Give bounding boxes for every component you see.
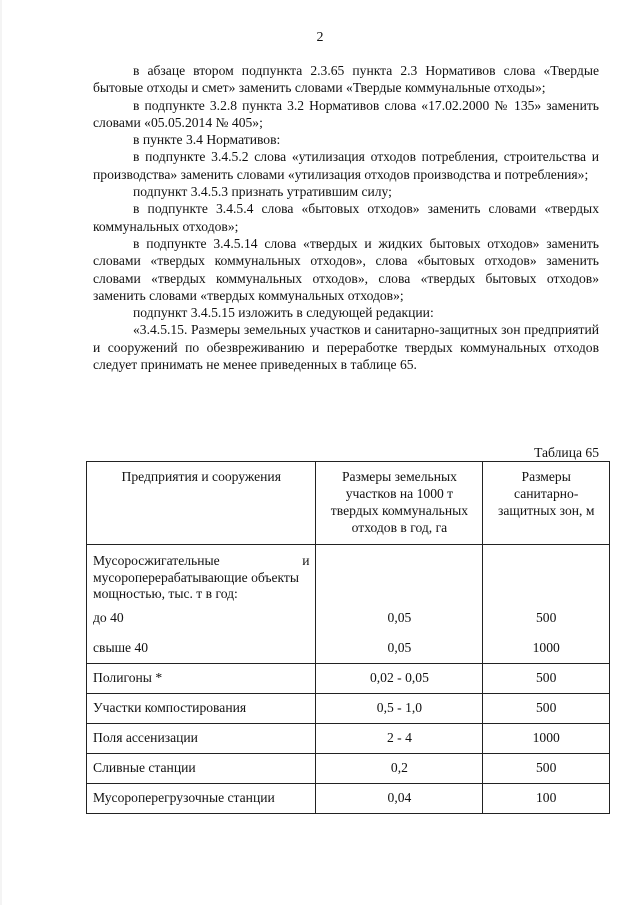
paragraph: в подпункте 3.4.5.2 слова «утилизация отходов потребления, строительства и производства» заменить словами «утилизация отходов производства и потребления»; (93, 149, 599, 182)
row-area: 0,2 (316, 753, 483, 783)
table-row (87, 693, 610, 723)
table-row (87, 663, 610, 693)
row-zone: 500 (483, 603, 610, 633)
table-caption: Таблица 65 (534, 445, 599, 460)
row-area: 0,05 (316, 603, 483, 633)
row-name: свыше 40 (87, 633, 316, 664)
row-name: Поля ассенизации (87, 723, 316, 753)
row-zone: 100 (483, 783, 610, 813)
paragraph: в подпункте 3.2.8 пункта 3.2 Нормативов слова «17.02.2000 № 135» заменить словами «05.05.2014 № 405»; (93, 97, 599, 130)
paragraph: «3.4.5.15. Размеры земельных участков и санитарно-защитных зон предприятий и сооружений по обезвреживанию и переработке твердых коммунальных отходов следует принимать не менее приведенных в таблице 65. (93, 322, 599, 373)
row-area: 0,05 (316, 633, 483, 664)
group-label: Мусоросжигательные (93, 553, 220, 568)
row-name: Сливные станции (87, 753, 316, 783)
scan-edge (0, 0, 2, 905)
paragraph: подпункт 3.4.5.15 изложить в следующей редакции: (133, 305, 434, 321)
paragraph: в подпункте 3.4.5.14 слова «твердых и жидких бытовых отходов» заменить словами «твердых коммунальных отходов», слова «бытовых отходов» заменить словами «твердых коммунальных отходов», слова «твердых бытовых отходов» заменить словами «твердых коммунальных отходов»; (93, 235, 599, 303)
paragraph: в подпункте 3.4.5.4 слова «бытовых отходов» заменить словами «твердых коммунальных отходов»; (93, 201, 599, 234)
row-area: 0,02 - 0,05 (316, 663, 483, 693)
row-zone: 500 (483, 693, 610, 723)
page-number: 2 (316, 30, 324, 45)
row-zone: 500 (483, 753, 610, 783)
row-zone: 1000 (483, 633, 610, 664)
group-label-rest: мусороперерабатывающие объекты мощностью, тыс. т в год: (93, 569, 300, 601)
row-zone: 1000 (483, 723, 610, 753)
row-area: 0,5 - 1,0 (316, 693, 483, 723)
table-row (87, 633, 610, 664)
paragraph: в пункте 3.4 Нормативов: (133, 132, 281, 148)
table-row (87, 723, 610, 753)
row-area: 0,04 (316, 783, 483, 813)
table-row (87, 753, 610, 783)
row-name: Полигоны * (87, 663, 316, 693)
table-group-row (87, 545, 610, 603)
header-land-size: Размеры земельных участков на 1000 т твердых коммунальных отходов в год, га (316, 462, 483, 545)
header-zone-size: Размеры санитарно-защитных зон, м (483, 462, 610, 545)
paragraph: в абзаце втором подпункта 2.3.65 пункта 2.3 Нормативов слова «Твердые бытовые отходы и смет» заменить словами «Твердые коммунальные отходы»; (93, 63, 599, 96)
table-header-row (87, 462, 610, 545)
document-body (93, 62, 599, 373)
row-name: Мусороперегрузочные станции (87, 783, 316, 813)
paragraph: подпункт 3.4.5.3 признать утратившим силу; (133, 184, 392, 200)
table-row (87, 603, 610, 633)
row-area: 2 - 4 (316, 723, 483, 753)
row-name: Участки компостирования (87, 693, 316, 723)
row-name: до 40 (87, 603, 316, 633)
header-facilities: Предприятия и сооружения (87, 462, 316, 545)
table-row (87, 783, 610, 813)
row-zone: 500 (483, 663, 610, 693)
group-label-conj: и (302, 553, 310, 568)
norms-table (86, 461, 610, 814)
